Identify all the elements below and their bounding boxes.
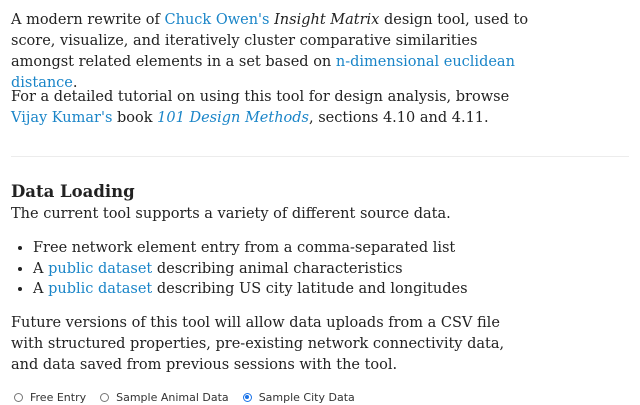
intro-paragraph <box>11 10 531 94</box>
intro-text-prefix: A modern rewrite of <box>11 12 165 28</box>
tutorial-paragraph <box>11 87 531 129</box>
tutorial-text-suffix: , sections 4.10 and 4.11. <box>309 110 489 126</box>
animal-dataset-link[interactable]: public dataset <box>48 260 153 277</box>
euclidean-distance-link[interactable]: n-dimensional euclidean distance <box>11 54 515 91</box>
intro-text-suffix: . <box>72 75 78 91</box>
radio-unchecked-icon[interactable] <box>100 393 109 402</box>
radio-checked-icon[interactable] <box>243 393 252 402</box>
radio-label: Sample Animal Data <box>116 390 229 404</box>
city-dataset-link[interactable]: public dataset <box>48 281 153 297</box>
chuck-owen-link[interactable]: Chuck Owen's <box>164 12 270 28</box>
tutorial-text-middle: book <box>112 110 158 126</box>
list-item <box>33 279 553 300</box>
radio-unchecked-icon[interactable] <box>14 393 23 402</box>
design-methods-book-link[interactable]: 101 Design Methods <box>157 110 310 126</box>
insight-matrix-title: Insight Matrix <box>274 12 380 28</box>
section-divider <box>11 156 629 157</box>
tutorial-text-prefix: For a detailed tutorial on using this tool for design analysis, browse <box>11 89 510 105</box>
radio-label: Free Entry <box>30 390 87 404</box>
radio-label: Sample City Data <box>258 390 355 404</box>
list-item <box>33 238 553 259</box>
list-item-text: A <box>33 281 49 297</box>
free-entry-radio[interactable] <box>14 391 86 404</box>
data-source-list <box>11 238 553 300</box>
future-versions-paragraph: Future versions of this tool will allow data uploads from a CSV file with structured properties, pre-existing network connectivity data, and data saved from previous sessions with the tool. <box>11 315 505 373</box>
vijay-kumar-link[interactable]: Vijay Kumar's <box>11 110 113 126</box>
sample-city-data-radio[interactable] <box>243 391 355 404</box>
data-loading-heading: Data Loading <box>11 182 135 201</box>
list-item-text: A <box>33 260 49 277</box>
list-item <box>33 259 553 280</box>
intro-text-middle: design tool, used to score, visualize, and iteratively cluster comparative similarities amongst related elements in a set based on <box>11 12 529 70</box>
list-item-text: describing animal characteristics <box>152 260 403 277</box>
list-item-text: Free network element entry from a comma-separated list <box>33 240 456 256</box>
data-loading-description: The current tool supports a variety of different source data. <box>11 206 451 222</box>
sample-animal-data-radio[interactable] <box>100 391 229 404</box>
data-source-radio-group <box>14 389 369 405</box>
list-item-text: describing US city latitude and longitudes <box>152 281 468 297</box>
